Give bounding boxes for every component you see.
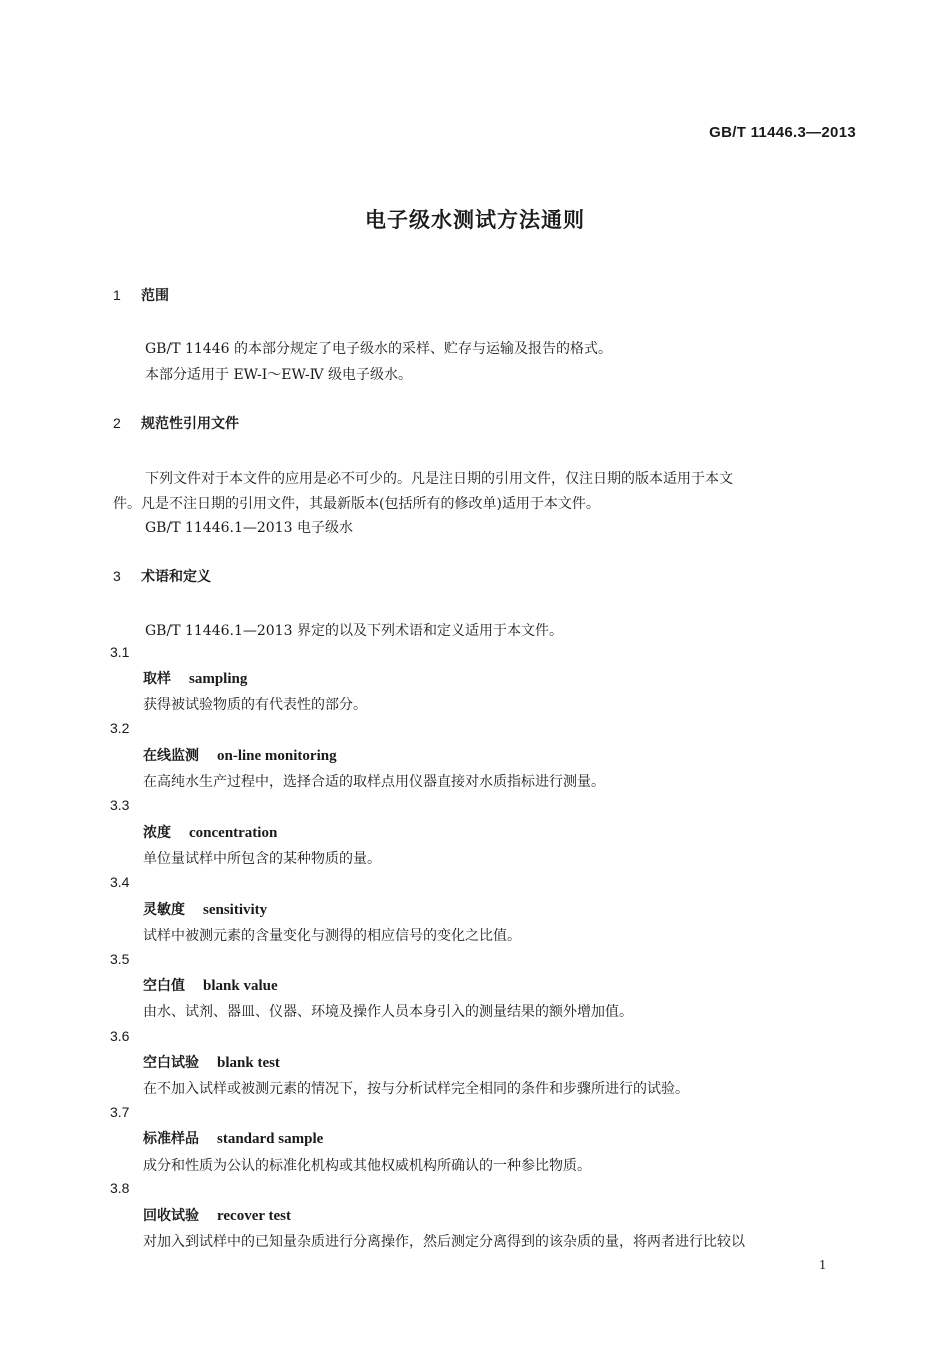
term-heading (143, 899, 267, 919)
section-title: 规范性引用文件 (141, 416, 239, 432)
term-zh: 回收试验 (143, 1208, 199, 1224)
clause-number: 3.2 (110, 720, 130, 736)
term-en: on-line monitoring (217, 748, 337, 764)
normative-reference: GB/T 11446.1—2013 电子级水 (145, 520, 353, 536)
term-heading (143, 1128, 323, 1148)
section-number: 1 (113, 287, 121, 303)
clause-number: 3.8 (110, 1180, 130, 1196)
term-en: blank value (203, 978, 278, 994)
term-en: standard sample (217, 1131, 324, 1147)
section-number: 2 (113, 415, 121, 431)
clause-number: 3.5 (110, 951, 130, 967)
term-heading (143, 745, 337, 765)
clause-number: 3.1 (110, 644, 130, 660)
term-heading (143, 668, 247, 688)
section-heading-1 (113, 285, 169, 305)
term-zh: 浓度 (143, 825, 171, 841)
term-zh: 空白试验 (143, 1055, 199, 1071)
term-definition: 试样中被测元素的含量变化与测得的相应信号的变化之比值。 (143, 928, 521, 944)
term-en: blank test (217, 1055, 280, 1071)
clause-number: 3.7 (110, 1104, 130, 1120)
clause-number: 3.4 (110, 874, 130, 890)
clause-number: 3.3 (110, 797, 130, 813)
page-number: 1 (819, 1258, 826, 1273)
term-heading (143, 1205, 291, 1225)
term-definition: 成分和性质为公认的标准化机构或其他权威机构所确认的一种参比物质。 (143, 1158, 591, 1174)
term-definition: 由水、试剂、器皿、仪器、环境及操作人员本身引入的测量结果的额外增加值。 (143, 1004, 633, 1020)
section-heading-3 (113, 566, 211, 586)
term-zh: 在线监测 (143, 748, 199, 764)
term-zh: 标准样品 (143, 1131, 199, 1147)
paragraph: 件。凡是不注日期的引用文件，其最新版本(包括所有的修改单)适用于本文件。 (113, 496, 600, 512)
term-zh: 取样 (143, 671, 171, 687)
section-title: 范围 (141, 288, 169, 304)
paragraph: GB/T 11446.1—2013 界定的以及下列术语和定义适用于本文件。 (145, 623, 563, 639)
term-zh: 灵敏度 (143, 902, 185, 918)
page-title: 电子级水测试方法通则 (365, 208, 585, 232)
section-title: 术语和定义 (141, 569, 211, 585)
paragraph: GB/T 11446 的本部分规定了电子级水的采样、贮存与运输及报告的格式。 (145, 341, 612, 357)
term-definition: 在不加入试样或被测元素的情况下，按与分析试样完全相同的条件和步骤所进行的试验。 (143, 1081, 689, 1097)
term-en: sensitivity (203, 902, 268, 918)
term-definition: 单位量试样中所包含的某种物质的量。 (143, 851, 381, 867)
term-heading (143, 1052, 280, 1072)
term-en: concentration (189, 825, 278, 841)
term-heading (143, 975, 278, 995)
clause-number: 3.6 (110, 1028, 130, 1044)
term-heading (143, 822, 277, 842)
term-zh: 空白值 (143, 978, 185, 994)
section-number: 3 (113, 568, 121, 584)
term-definition: 获得被试验物质的有代表性的部分。 (143, 697, 367, 713)
term-definition: 对加入到试样中的已知量杂质进行分离操作，然后测定分离得到的该杂质的量，将两者进行比较以 (143, 1234, 745, 1250)
paragraph: 下列文件对于本文件的应用是必不可少的。凡是注日期的引用文件，仅注日期的版本适用于本文 (145, 471, 733, 487)
term-en: sampling (189, 671, 248, 687)
section-heading-2 (113, 413, 239, 433)
paragraph: 本部分适用于 EW-Ⅰ～EW-Ⅳ 级电子级水。 (145, 367, 413, 383)
standard-code: GB/T 11446.3—2013 (709, 124, 856, 141)
term-en: recover test (217, 1208, 291, 1224)
term-definition: 在高纯水生产过程中，选择合适的取样点用仪器直接对水质指标进行测量。 (143, 774, 605, 790)
